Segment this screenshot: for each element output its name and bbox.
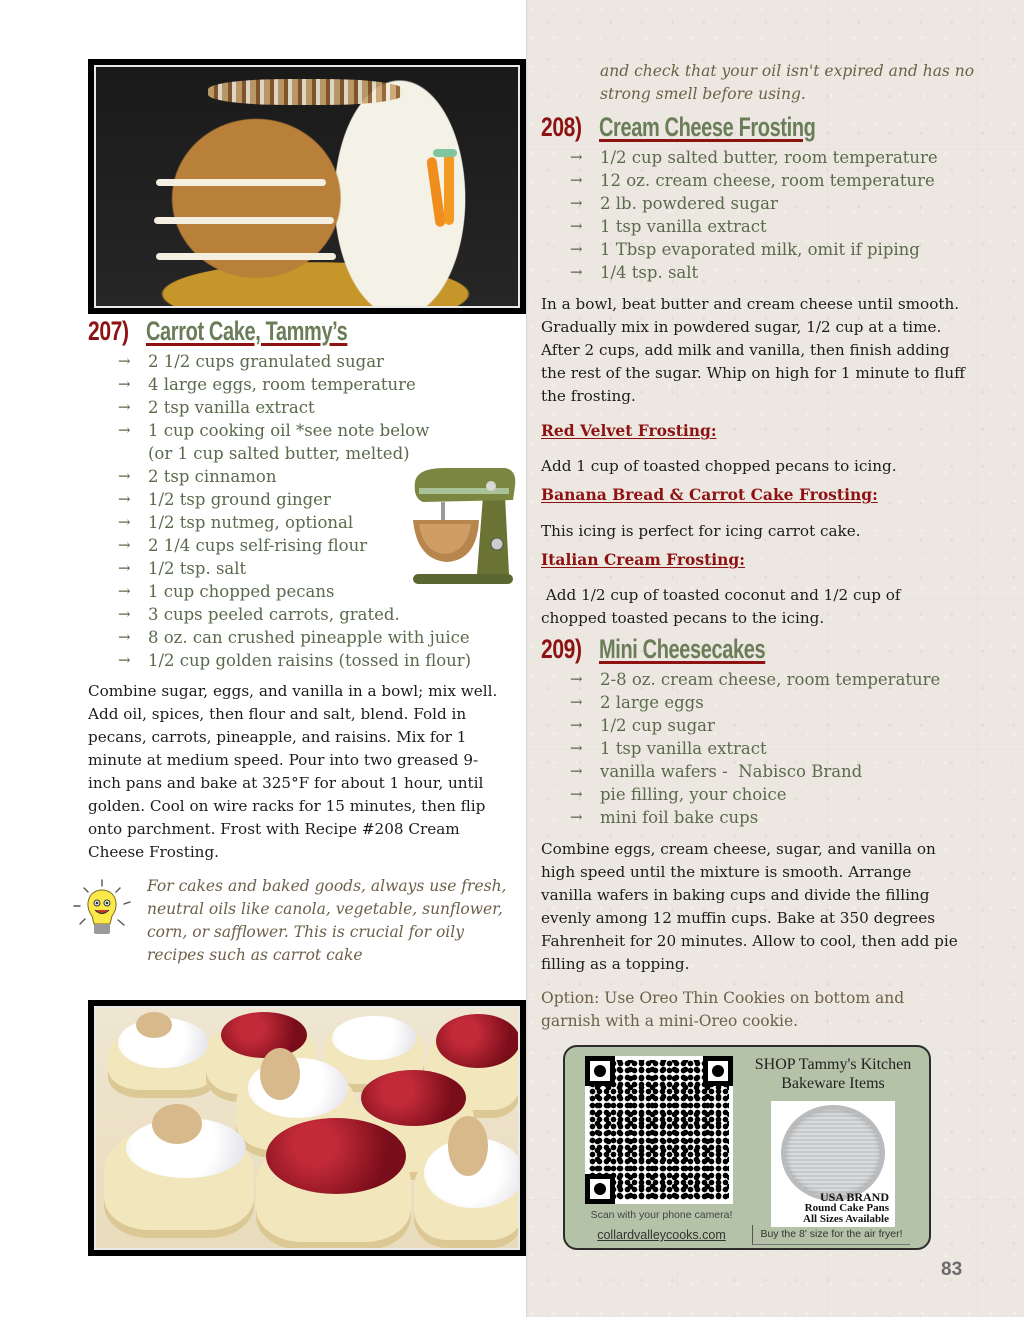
- red-velvet-frosting-heading: Red Velvet Frosting:: [541, 421, 717, 440]
- website-link[interactable]: collardvalleycooks.com: [597, 1228, 726, 1242]
- arrow-right-icon: →: [570, 217, 583, 235]
- recipe-title: Cream Cheese Frosting: [599, 112, 816, 142]
- ingredient-item: → pie filling, your choice: [570, 785, 787, 804]
- arrow-right-icon: →: [118, 582, 131, 600]
- lightbulb-icon: [72, 878, 132, 940]
- arrow-right-icon: →: [570, 808, 583, 826]
- arrow-right-icon: →: [570, 739, 583, 757]
- ingredient-item: → 1 cup chopped pecans: [118, 582, 335, 601]
- recipe-209-option: Option: Use Oreo Thin Cookies on bottom and garnish with a mini-Oreo cookie.: [541, 989, 905, 1030]
- arrow-right-icon: →: [570, 785, 583, 803]
- qr-finder-icon: [585, 1056, 615, 1086]
- arrow-right-icon: →: [118, 490, 131, 508]
- recipe-208-ingredients: [570, 146, 938, 284]
- scan-instruction: Scan with your phone camera!: [590, 1209, 733, 1221]
- ingredient-item: → 4 large eggs, room temperature: [118, 375, 416, 394]
- qr-finder-icon: [585, 1174, 615, 1204]
- recipe-209-directions: Combine eggs, cream cheese, sugar, and vanilla on high speed until the mixture is smooth. Arrange vanilla wafers in baking cups and divide the filling evenly among 12 muffin cups. Bake at 350 degrees Fahrenheit for 20 minutes. Allow to cool, then add pie filling as a topping.: [541, 840, 958, 973]
- arrow-right-icon: →: [570, 148, 583, 166]
- shop-bakeware-card[interactable]: [563, 1045, 931, 1250]
- shop-card-title: SHOP Tammy's Kitchen Bakeware Items: [754, 1056, 912, 1092]
- arrow-right-icon: →: [118, 352, 131, 370]
- arrow-right-icon: →: [118, 605, 131, 623]
- arrow-right-icon: →: [118, 628, 131, 646]
- ingredient-item: → 1/2 tsp ground ginger: [118, 490, 331, 509]
- ingredient-item: → 1 tsp vanilla extract: [570, 739, 767, 758]
- arrow-right-icon: →: [570, 670, 583, 688]
- ingredient-item: → 1/4 tsp. salt: [570, 263, 699, 282]
- ingredient-item: → 3 cups peeled carrots, grated.: [118, 605, 400, 624]
- arrow-right-icon: →: [570, 194, 583, 212]
- recipe-number: 207): [88, 316, 129, 346]
- ingredient-item: → 1/2 cup golden raisins (tossed in flour): [118, 651, 472, 670]
- air-fryer-note: Buy the 8' size for the air fryer!: [752, 1225, 910, 1245]
- arrow-right-icon: →: [570, 240, 583, 258]
- ingredient-item: → 1/2 cup salted butter, room temperature: [570, 148, 938, 167]
- recipe-208-directions: In a bowl, beat butter and cream cheese until smooth. Gradually mix in powdered sugar, 1/2 cup at a time. After 2 cups, add milk and vanilla, then finish adding the rest of the sugar. Whip on high for 1 minute to fluff the frosting.: [541, 295, 965, 405]
- recipe-title: Carrot Cake, Tammy’s: [146, 316, 348, 346]
- ingredient-item: → 2 tsp vanilla extract: [118, 398, 315, 417]
- arrow-right-icon: →: [118, 513, 131, 531]
- arrow-right-icon: →: [570, 263, 583, 281]
- recipe-209-ingredients: [570, 668, 940, 829]
- arrow-right-icon: →: [118, 398, 131, 416]
- ingredient-item: → 12 oz. cream cheese, room temperature: [570, 171, 935, 190]
- banana-bread-carrot-cake-frosting-heading: Banana Bread & Carrot Cake Frosting:: [541, 485, 878, 504]
- italian-cream-frosting-heading: Italian Cream Frosting:: [541, 550, 745, 569]
- ingredient-item: → 2 tsp cinnamon: [118, 467, 277, 486]
- qr-finder-icon: [703, 1056, 733, 1086]
- tip-text-part1: For cakes and baked goods, always use fresh, neutral oils like canola, vegetable, sunflower, corn, or safflower. This is crucial for oily recipes such as carrot cake: [147, 877, 507, 964]
- arrow-right-icon: →: [570, 693, 583, 711]
- arrow-right-icon: →: [118, 375, 131, 393]
- ingredient-item: → 2 lb. powdered sugar: [570, 194, 778, 213]
- ingredient-item: → 1 cup cooking oil *see note below: [118, 421, 430, 440]
- cake-pan-product[interactable]: [771, 1101, 895, 1227]
- ingredient-item: → 1/2 tsp. salt: [118, 559, 247, 578]
- recipe-title: Mini Cheesecakes: [599, 634, 766, 664]
- arrow-right-icon: →: [570, 762, 583, 780]
- recipe-207-directions: Combine sugar, eggs, and vanilla in a bowl; mix well. Add oil, spices, then flour and salt, blend. Fold in pecans, carrots, pineapple, and raisins. Mix for 1 minute at medium speed. Pour into two greased 9-inch pans and bake at 325°F for about 1 hour, until golden. Cool on wire racks for 15 minutes, then flip onto parchment. Frost with Recipe #208 Cream Cheese Frosting.: [88, 682, 498, 861]
- ingredient-item: → 2 large eggs: [570, 693, 704, 712]
- mini-cheesecakes-photo: [88, 1000, 526, 1256]
- banana-bread-carrot-cake-frosting-text: This icing is perfect for icing carrot cake.: [541, 522, 861, 540]
- arrow-right-icon: →: [570, 716, 583, 734]
- qr-code[interactable]: [585, 1056, 733, 1204]
- arrow-right-icon: →: [570, 171, 583, 189]
- arrow-right-icon: →: [118, 536, 131, 554]
- red-velvet-frosting-text: Add 1 cup of toasted chopped pecans to icing.: [541, 457, 897, 475]
- ingredient-item: → mini foil bake cups: [570, 808, 759, 827]
- ingredient-continuation: (or 1 cup salted butter, melted): [148, 444, 410, 463]
- stand-mixer-image: [405, 462, 523, 586]
- tip-text-part2: and check that your oil isn't expired and has no strong smell before using.: [600, 62, 975, 103]
- product-caption: USA BRAND Round Cake Pans All Sizes Available: [803, 1190, 889, 1225]
- page-number: 83: [941, 1259, 963, 1280]
- recipe-number: 208): [541, 112, 582, 142]
- carrot-cake-photo: [88, 59, 526, 314]
- ingredient-item: → 2-8 oz. cream cheese, room temperature: [570, 670, 941, 689]
- recipe-207-heading: [88, 316, 418, 347]
- arrow-right-icon: →: [118, 467, 131, 485]
- arrow-right-icon: →: [118, 559, 131, 577]
- round-cake-pan-image: [781, 1105, 885, 1201]
- ingredient-item: → 1 tsp vanilla extract: [570, 217, 767, 236]
- ingredient-item: → 1/2 cup sugar: [570, 716, 715, 735]
- recipe-208-heading: [541, 112, 892, 143]
- italian-cream-frosting-text: Add 1/2 cup of toasted coconut and 1/2 cup of chopped toasted pecans to the icing.: [541, 586, 906, 627]
- ingredient-item: → 8 oz. can crushed pineapple with juice: [118, 628, 470, 647]
- ingredient-item: → vanilla wafers - Nabisco Brand: [570, 762, 863, 781]
- arrow-right-icon: →: [118, 651, 131, 669]
- ingredient-item: → 1 Tbsp evaporated milk, omit if piping: [570, 240, 920, 259]
- recipe-number: 209): [541, 634, 582, 664]
- ingredient-item: → 2 1/4 cups self-rising flour: [118, 536, 368, 555]
- arrow-right-icon: →: [118, 421, 131, 439]
- ingredient-item: → 2 1/2 cups granulated sugar: [118, 352, 384, 371]
- ingredient-item: → 1/2 tsp nutmeg, optional: [118, 513, 354, 532]
- recipe-209-heading: [541, 634, 824, 665]
